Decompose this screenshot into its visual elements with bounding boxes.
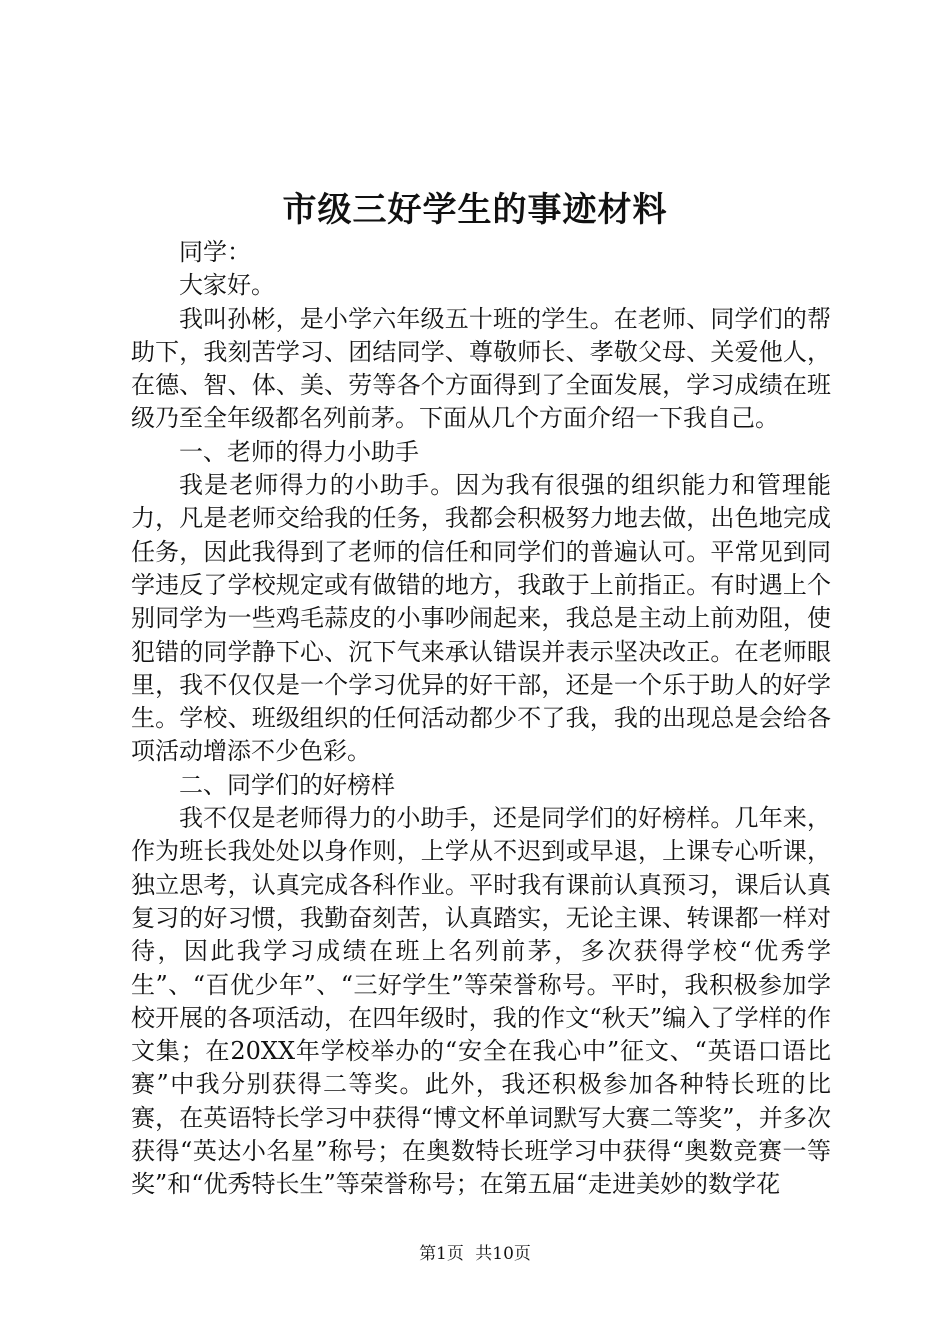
intro-paragraph: 我叫孙彬，是小学六年级五十班的学生。在老师、同学们的帮助下，我刻苦学习、团结同学、尊敬师长、孝敬父母、关爱他人，在德、智、体、美、劳等各个方面得到了全面发展，学习成绩在班级乃至全年级都名列前茅。下面从几个方面介绍一下我自己。 <box>131 304 831 433</box>
section-paragraph-2: 我不仅是老师得力的小助手，还是同学们的好榜样。几年来，作为班长我处处以身作则，上学从不迟到或早退，上课专心听课，独立思考，认真完成各科作业。平时我有课前认真预习，课后认真复习的好习惯，我勤奋刻苦，认真踏实，无论主课、转课都一样对待，因此我学习成绩在班上名列前茅，多次获得学校“优秀学生”、“百优少年”、“三好学生”等荣誉称号。平时，我积极参加学校开展的各项活动，在四年级时，我的作文“秋天”编入了学样的作文集；在20XX年学校举办的“安全在我心中”征文、“英语口语比赛”中我分别获得二等奖。此外，我还积极参加各种特长班的比赛，在英语特长学习中获得“博文杯单词默写大赛二等奖”，并多次获得“英达小名星”称号；在奥数特长班学习中获得“奥数竞赛一等奖”和“优秀特长生”等荣誉称号；在第五届“走进美妙的数学花 <box>131 804 831 1199</box>
salutation: 同学： <box>179 238 251 266</box>
greeting: 大家好。 <box>179 271 275 300</box>
page-number: 第1页 <box>419 1244 464 1264</box>
document-title: 市级三好学生的事迹材料 <box>282 190 668 230</box>
document-body <box>131 236 831 1202</box>
page-total: 共10页 <box>475 1244 531 1264</box>
section-heading-2: 二、同学们的好榜样 <box>179 770 395 799</box>
section-paragraph-1: 我是老师得力的小助手。因为我有很强的组织能力和管理能力，凡是老师交给我的任务，我都会积极努力地去做，出色地完成任务，因此我得到了老师的信任和同学们的普遍认可。平常见到同学违反了学校规定或有做错的地方，我敢于上前指正。有时遇上个别同学为一些鸡毛蒜皮的小事吵闹起来，我总是主动上前劝阻，使犯错的同学静下心、沉下气来承认错误并表示坚决改正。在老师眼里，我不仅仅是一个学习优异的好干部，还是一个乐于助人的好学生。学校、班级组织的任何活动都少不了我，我的出现总是会给各项活动增添不少色彩。 <box>131 471 831 766</box>
section-heading-1: 一、老师的得力小助手 <box>179 437 419 466</box>
page-footer <box>0 1242 950 1266</box>
